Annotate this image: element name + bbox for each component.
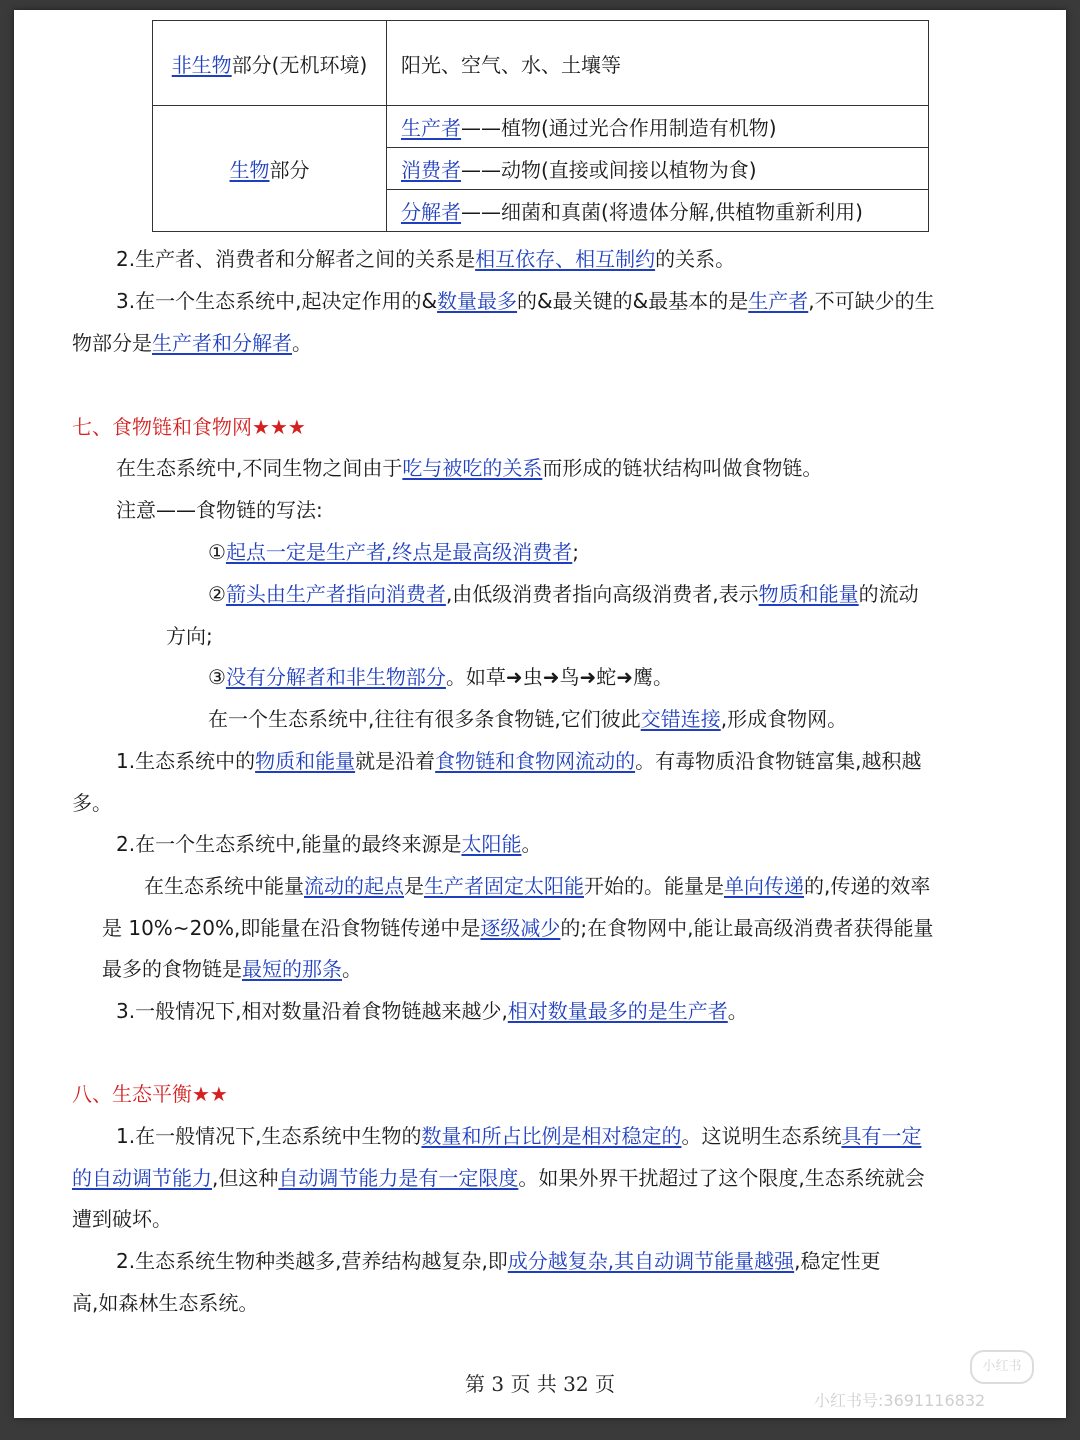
star-icon: ★★★: [252, 415, 306, 439]
ecosystem-table: [152, 20, 929, 232]
paragraph: 最多的食物链是最短的那条。: [102, 957, 362, 981]
list-item-continuation: 方向;: [166, 624, 213, 648]
paragraph: 2.生产者、消费者和分解者之间的关系是相互依存、相互制约的关系。: [116, 247, 736, 271]
note-label: 注意——食物链的写法:: [116, 498, 323, 522]
paragraph: 3.在一个生态系统中,起决定作用的&数量最多的&最关键的&最基本的是生产者,不可缺少的生: [116, 289, 935, 313]
list-item: ②箭头由生产者指向消费者,由低级消费者指向高级消费者,表示物质和能量的流动: [208, 582, 919, 606]
document-page: [14, 10, 1066, 1418]
paragraph: 2.生态系统生物种类越多,营养结构越复杂,即成分越复杂,其自动调节能量越强,稳定性更: [116, 1249, 881, 1273]
paragraph: 3.一般情况下,相对数量沿着食物链越来越少,相对数量最多的是生产者。: [116, 999, 748, 1023]
paragraph: 在生态系统中,不同生物之间由于吃与被吃的关系而形成的链状结构叫做食物链。: [116, 456, 823, 480]
page-number: 第 3 页 共 32 页: [465, 1372, 615, 1396]
decomposer-cell: 分解者——细菌和真菌(将遗体分解,供植物重新利用): [387, 190, 929, 232]
paragraph: 2.在一个生态系统中,能量的最终来源是太阳能。: [116, 832, 542, 856]
star-icon: ★★: [192, 1082, 228, 1106]
table-row: [153, 106, 929, 148]
producer-cell: 生产者——植物(通过光合作用制造有机物): [387, 106, 929, 148]
paragraph: 是 10%~20%,即能量在沿食物链传递中是逐级减少的;在食物网中,能让最高级消费者获得能量: [102, 916, 934, 940]
paragraph: 遭到破坏。: [72, 1207, 172, 1231]
watermark-logo: 小红书: [970, 1350, 1034, 1384]
consumer-cell: 消费者——动物(直接或间接以植物为食): [387, 148, 929, 190]
abiotic-value: 阳光、空气、水、土壤等: [387, 21, 929, 106]
paragraph: 高,如森林生态系统。: [72, 1291, 259, 1315]
paragraph: 1.在一般情况下,生态系统中生物的数量和所占比例是相对稳定的。这说明生态系统具有一定: [116, 1124, 922, 1148]
paragraph: 1.生态系统中的物质和能量就是沿着食物链和食物网流动的。有毒物质沿食物链富集,越积越: [116, 749, 922, 773]
section-heading: 七、食物链和食物网★★★: [72, 415, 306, 439]
paragraph: 物部分是生产者和分解者。: [72, 331, 312, 355]
paragraph: 在生态系统中能量流动的起点是生产者固定太阳能开始的。能量是单向传递的,传递的效率: [144, 874, 931, 898]
biotic-label: 生物部分: [153, 106, 387, 232]
watermark-id: 小红书号:3691116832: [814, 1391, 986, 1410]
paragraph: 的自动调节能力,但这种自动调节能力是有一定限度。如果外界干扰超过了这个限度,生态系统就会: [72, 1166, 925, 1190]
paragraph: 多。: [72, 791, 112, 815]
abiotic-label: 非生物部分(无机环境): [153, 21, 387, 106]
section-heading: 八、生态平衡★★: [72, 1082, 228, 1106]
table-row: [153, 21, 929, 106]
list-item: ①起点一定是生产者,终点是最高级消费者;: [208, 540, 580, 564]
list-item: ③没有分解者和非生物部分。如草➜虫➜鸟➜蛇➜鹰。: [208, 665, 673, 689]
paragraph: 在一个生态系统中,往往有很多条食物链,它们彼此交错连接,形成食物网。: [208, 707, 848, 731]
